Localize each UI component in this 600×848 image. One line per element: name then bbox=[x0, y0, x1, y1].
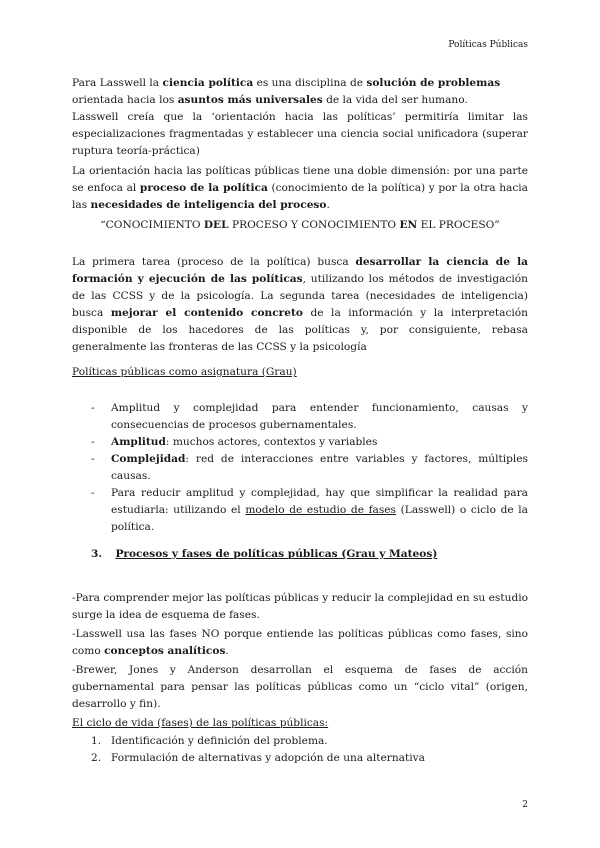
dash-bullet: - bbox=[91, 487, 95, 499]
list-number: 1. bbox=[91, 735, 102, 747]
underlined-text: modelo de estudio de fases bbox=[245, 504, 396, 516]
bold-text: desarrollar la ciencia de la formación y ejecución de las políticas bbox=[72, 256, 528, 285]
section-title: Procesos y fases de políticas públicas (Grau y Mateos) bbox=[115, 548, 438, 560]
subheading-ciclo: El ciclo de vida (fases) de las políticas públicas: bbox=[72, 717, 329, 729]
dash-bullet: - bbox=[91, 436, 95, 448]
text: . bbox=[225, 645, 229, 657]
list-item bbox=[91, 733, 528, 750]
paragraph-lasswell-fases bbox=[72, 626, 528, 660]
section-number: 3. bbox=[91, 548, 103, 560]
text: Amplitud y complejidad para entender funcionamiento, causas y consecuencias de procesos gubernamentales. bbox=[111, 402, 528, 431]
dash-bullet: - bbox=[91, 453, 95, 465]
text: EL PROCESO” bbox=[417, 219, 500, 231]
text: La orientación hacia las políticas públicas tiene una doble dimensión: por una parte se enfoca al bbox=[72, 165, 528, 194]
text: La primera tarea (proceso de la política) busca bbox=[72, 256, 356, 268]
bold-text: asuntos más universales bbox=[177, 94, 323, 106]
bold-text: solución de problemas bbox=[366, 77, 501, 89]
list-item bbox=[91, 750, 528, 767]
text: , utilizando los métodos de investigación de las CCSS y de la psicología. La segunda tarea (necesidades de inteligencia) busca bbox=[72, 273, 528, 319]
text: Formulación de alternativas y adopción de una alternativa bbox=[111, 752, 425, 764]
centered-quote bbox=[72, 217, 528, 234]
bold-text: conceptos analíticos bbox=[104, 645, 226, 657]
paragraph-brewer-jones: -Brewer, Jones y Anderson desarrollan el esquema de fases de acción gubernamental para pensar las políticas públicas como un “ciclo vital” (origen, desarrollo y fin). bbox=[72, 664, 528, 710]
text: . bbox=[326, 199, 330, 211]
bold-text: Amplitud bbox=[111, 436, 166, 448]
running-header: Políticas Públicas bbox=[448, 40, 528, 50]
text: orientada hacia los bbox=[72, 94, 178, 106]
bullet-list bbox=[91, 400, 528, 536]
paragraph-lasswell-definition bbox=[72, 75, 528, 160]
paragraph-fases-idea: -Para comprender mejor las políticas públicas y reducir la complejidad en su estudio surge la idea de esquema de fases. bbox=[72, 592, 528, 621]
text: Identificación y definición del problema. bbox=[111, 735, 328, 747]
subheading-asignatura: Políticas públicas como asignatura (Grau) bbox=[72, 366, 297, 378]
text: de la vida del ser humano. bbox=[322, 94, 468, 106]
list-item bbox=[91, 485, 528, 536]
bold-text: mejorar el contenido concreto bbox=[110, 307, 303, 319]
list-number: 2. bbox=[91, 752, 102, 764]
text: “CONOCIMIENTO bbox=[100, 219, 204, 231]
paragraph-first-task bbox=[72, 254, 528, 356]
paragraph-lasswell-orientation: Lasswell creía que la ‘orientación hacia las políticas’ permitiría limitar las especializaciones fragmentadas y establecer una ciencia social unificadora (superar ruptura teoría-práctica) bbox=[72, 111, 528, 157]
bold-text: ciencia política bbox=[162, 77, 254, 89]
text: : muchos actores, contextos y variables bbox=[165, 436, 378, 448]
paragraph-double-dimension bbox=[72, 163, 528, 214]
text: Para Lasswell la bbox=[72, 77, 163, 89]
bold-text: proceso de la política bbox=[139, 182, 268, 194]
bold-text: DEL bbox=[203, 219, 229, 231]
text: (Lasswell) o ciclo de la política. bbox=[111, 504, 528, 533]
text: (conocimiento de la política) y por la otra hacia las bbox=[72, 182, 528, 211]
bold-text: necesidades de inteligencia del proceso bbox=[90, 199, 327, 211]
section-heading-3 bbox=[91, 546, 528, 563]
text: -Lasswell usa las fases NO porque entiende las políticas públicas como fases, sino como bbox=[72, 628, 528, 657]
text: de la información y la interpretación disponible de los hacedores de las políticas y, por consiguiente, rebasa generalmente las fronteras de las CCSS y la psicología bbox=[72, 307, 528, 353]
text: Para reducir amplitud y complejidad, hay que simplificar la realidad para estudiarla: utilizando el bbox=[111, 487, 528, 516]
dash-bullet: - bbox=[91, 402, 95, 414]
numbered-list bbox=[91, 733, 528, 767]
bold-text: Complejidad bbox=[111, 453, 186, 465]
list-item bbox=[91, 434, 528, 451]
text: es una disciplina de bbox=[253, 77, 367, 89]
list-item bbox=[91, 400, 528, 434]
list-item bbox=[91, 451, 528, 485]
text: PROCESO Y CONOCIMIENTO bbox=[228, 219, 400, 231]
text: : red de interacciones entre variables y factores, múltiples causas. bbox=[111, 453, 528, 482]
page-number: 2 bbox=[522, 800, 528, 810]
bold-text: EN bbox=[399, 219, 418, 231]
